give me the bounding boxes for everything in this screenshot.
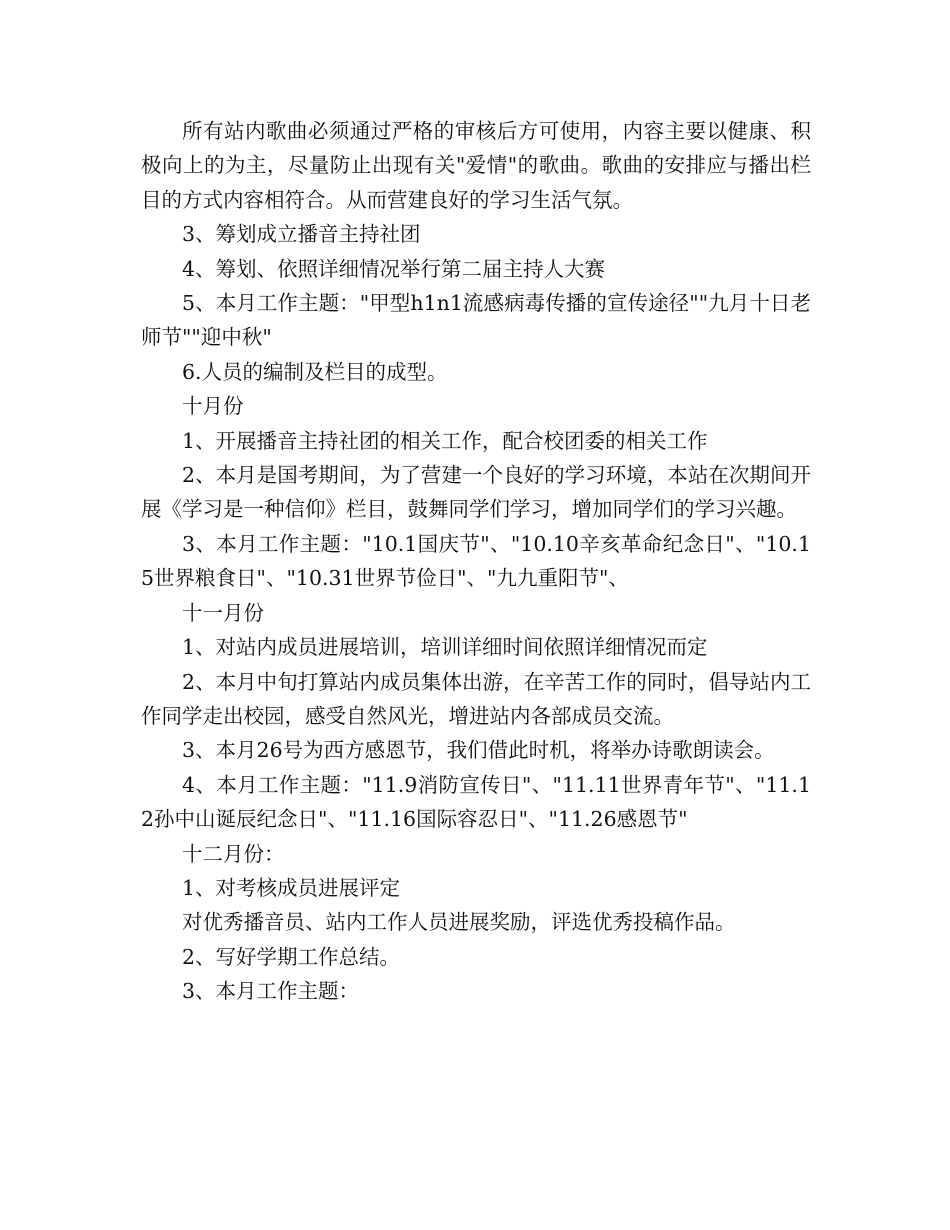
section-heading-december: 十二月份：	[182, 841, 285, 866]
paragraph-item: 1、对站内成员进展培训，培训详细时间依照详细情况而定	[182, 635, 708, 660]
paragraph-item: 1、开展播音主持社团的相关工作，配合校团委的相关工作	[182, 428, 708, 453]
paragraph-item: 3、筹划成立播音主持社团	[182, 222, 421, 247]
paragraph-item: 2、写好学期工作总结。	[182, 944, 401, 969]
paragraph-item: 2、本月中旬打算站内成员集体出游，在辛苦工作的同时，倡导站内工作同学走出校园，感受自然风光，增进站内各部成员交流。	[141, 669, 811, 728]
paragraph-item: 4、筹划、依照详细情况举行第二届主持人大赛	[182, 256, 606, 281]
paragraph-item: 4、本月工作主题："11.9消防宣传日"、"11.11世界青年节"、"11.12孙中山诞辰纪念日"、"11.16国际容忍日"、"11.26感恩节"	[141, 772, 811, 832]
section-heading-november: 十一月份	[182, 600, 264, 625]
paragraph-item: 3、本月26号为西方感恩节，我们借此时机，将举办诗歌朗读会。	[182, 738, 775, 763]
paragraph-item: 对优秀播音员、站内工作人员进展奖励，评选优秀投稿作品。	[182, 910, 736, 935]
paragraph-song-review: 所有站内歌曲必须通过严格的审核后方可使用，内容主要以健康、积极向上的为主，尽量防止出现有关"爱情"的歌曲。歌曲的安排应与播出栏目的方式内容相符合。从而营建良好的学习生活气氛。	[141, 119, 811, 212]
document-body	[141, 114, 811, 1009]
paragraph-item: 2、本月是国考期间，为了营建一个良好的学习环境，本站在次期间开展《学习是一种信仰》栏目，鼓舞同学们学习，增加同学们的学习兴趣。	[141, 463, 811, 522]
paragraph-item: 5、本月工作主题："甲型h1n1流感病毒传播的宣传途径""九月十日老师节""迎中秋"	[141, 291, 811, 350]
paragraph-item: 6.人员的编制及栏目的成型。	[182, 359, 448, 384]
paragraph-item: 3、本月工作主题：	[182, 979, 360, 1004]
section-heading-october: 十月份	[182, 394, 244, 419]
paragraph-item: 1、对考核成员进展评定	[182, 875, 401, 900]
paragraph-item: 3、本月工作主题："10.1国庆节"、"10.10辛亥革命纪念日"、"10.15世界粮食日"、"10.31世界节俭日"、"九九重阳节"、	[141, 531, 811, 591]
